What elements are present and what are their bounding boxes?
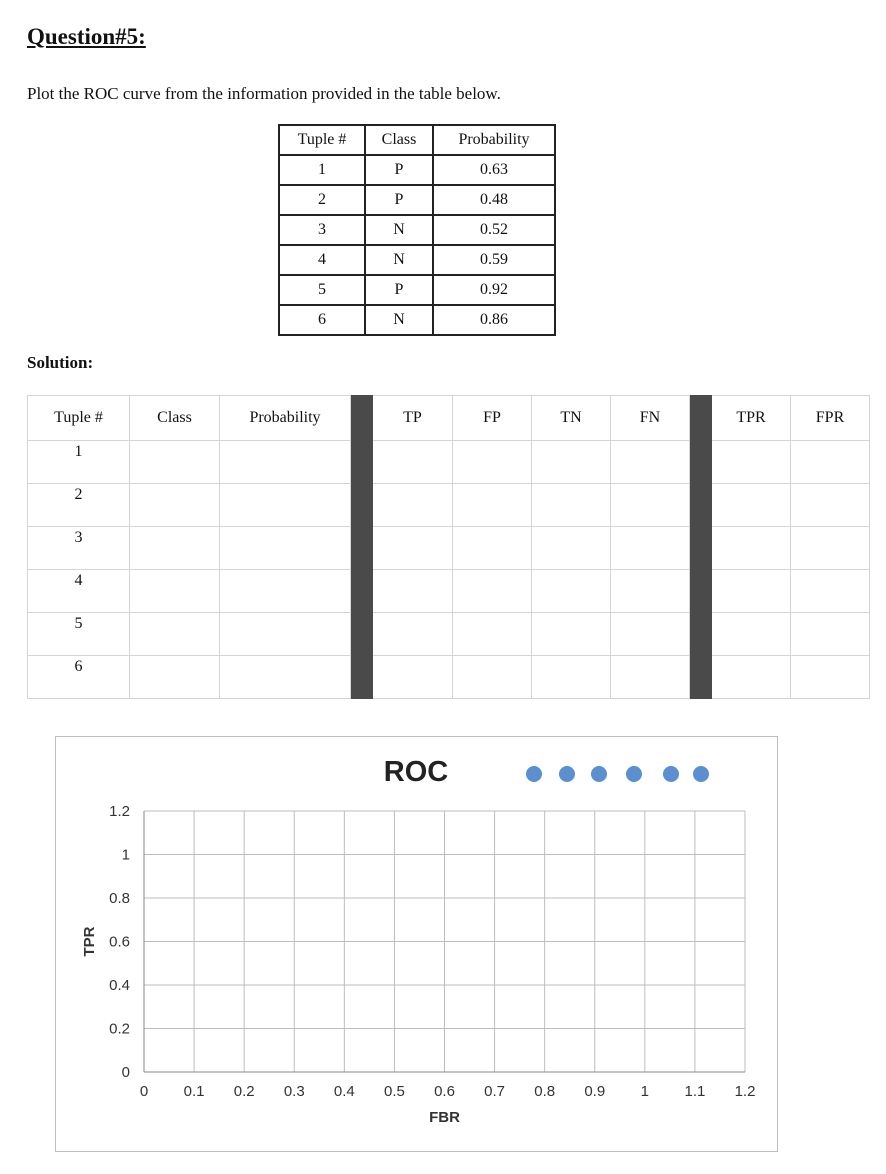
table-row <box>279 305 555 335</box>
solution-header-fpr: FPR <box>791 396 870 441</box>
probability-input-cell[interactable] <box>220 656 351 699</box>
table-row <box>279 245 555 275</box>
tpr-input-cell[interactable] <box>712 613 791 656</box>
class-cell: P <box>365 275 433 305</box>
table-row <box>28 441 870 484</box>
divider-bar <box>690 570 712 613</box>
tp-input-cell[interactable] <box>373 441 453 484</box>
chart-title: ROC <box>383 756 449 788</box>
divider-bar <box>351 396 373 441</box>
tuple-cell: 1 <box>28 441 130 484</box>
solution-label: Solution: <box>27 353 94 372</box>
x-tick-label: 0.4 <box>333 1083 355 1100</box>
fpr-input-cell[interactable] <box>791 527 870 570</box>
solution-header-probability: Probability <box>220 396 351 441</box>
divider-bar <box>351 441 373 484</box>
fn-input-cell[interactable] <box>611 484 690 527</box>
x-tick-label: 0.3 <box>283 1083 305 1100</box>
fpr-input-cell[interactable] <box>791 484 870 527</box>
class-cell: N <box>365 305 433 335</box>
fn-input-cell[interactable] <box>611 527 690 570</box>
legend-marker <box>591 766 607 782</box>
tuple-cell: 2 <box>28 484 130 527</box>
x-tick-label: 0.5 <box>383 1083 405 1100</box>
tuple-cell: 3 <box>28 527 130 570</box>
fn-input-cell[interactable] <box>611 441 690 484</box>
tpr-input-cell[interactable] <box>712 656 791 699</box>
table-row <box>28 527 870 570</box>
tp-input-cell[interactable] <box>373 570 453 613</box>
solution-table <box>27 395 870 699</box>
divider-bar <box>690 484 712 527</box>
divider-bar <box>351 527 373 570</box>
tn-input-cell[interactable] <box>532 527 611 570</box>
fpr-input-cell[interactable] <box>791 570 870 613</box>
y-tick-label: 0.4 <box>109 977 130 994</box>
x-tick-label: 0.8 <box>534 1083 556 1100</box>
probability-input-cell[interactable] <box>220 484 351 527</box>
y-tick-label: 0.6 <box>109 933 130 951</box>
tn-input-cell[interactable] <box>532 613 611 656</box>
tn-input-cell[interactable] <box>532 656 611 699</box>
class-cell: P <box>365 185 433 215</box>
x-tick-label: 0.1 <box>183 1083 205 1100</box>
tpr-input-cell[interactable] <box>712 441 791 484</box>
x-tick-label: 0.2 <box>233 1083 255 1100</box>
tn-input-cell[interactable] <box>532 570 611 613</box>
solution-header-fn: FN <box>611 396 690 441</box>
divider-bar <box>351 484 373 527</box>
probability-input-cell[interactable] <box>220 441 351 484</box>
x-tick-label: 1.2 <box>734 1083 756 1100</box>
divider-bar <box>351 570 373 613</box>
y-tick-label: 0.2 <box>109 1020 130 1038</box>
fn-input-cell[interactable] <box>611 613 690 656</box>
roc-chart <box>55 736 778 1152</box>
table-row <box>279 275 555 305</box>
question-text: Plot the ROC curve from the information provided in the table below. <box>27 84 501 103</box>
class-input-cell[interactable] <box>130 527 220 570</box>
divider-bar <box>690 613 712 656</box>
tuple-cell: 3 <box>279 215 365 245</box>
given-table-header <box>279 125 555 155</box>
divider-bar <box>351 656 373 699</box>
solution-table-header <box>28 396 870 441</box>
legend-marker <box>526 766 542 782</box>
solution-header-tpr: TPR <box>712 396 791 441</box>
y-tick-label: 0.8 <box>109 890 130 907</box>
probability-cell: 0.86 <box>433 305 555 335</box>
given-header-probability: Probability <box>433 125 555 155</box>
divider-bar <box>690 656 712 699</box>
question-title: Question#5: <box>27 24 146 49</box>
tuple-cell: 5 <box>28 613 130 656</box>
solution-header-class: Class <box>130 396 220 441</box>
tn-input-cell[interactable] <box>532 441 611 484</box>
x-tick-label: 1 <box>640 1083 650 1100</box>
table-row <box>279 215 555 245</box>
legend-marker <box>663 766 679 782</box>
divider-bar <box>690 441 712 484</box>
probability-cell: 0.63 <box>433 155 555 185</box>
class-cell: N <box>365 245 433 275</box>
divider-bar <box>690 527 712 570</box>
class-input-cell[interactable] <box>130 441 220 484</box>
solution-header-tn: TN <box>532 396 611 441</box>
tpr-input-cell[interactable] <box>712 484 791 527</box>
table-row <box>28 613 870 656</box>
table-row <box>279 185 555 215</box>
tuple-cell: 4 <box>28 570 130 613</box>
class-input-cell[interactable] <box>130 613 220 656</box>
tuple-cell: 4 <box>279 245 365 275</box>
legend-marker <box>559 766 575 782</box>
fpr-input-cell[interactable] <box>791 656 870 699</box>
divider-bar <box>690 396 712 441</box>
tpr-input-cell[interactable] <box>712 527 791 570</box>
tuple-cell: 6 <box>279 305 365 335</box>
tp-input-cell[interactable] <box>373 484 453 527</box>
tpr-input-cell[interactable] <box>712 570 791 613</box>
fpr-input-cell[interactable] <box>791 441 870 484</box>
x-tick-label: 0.7 <box>484 1083 506 1100</box>
class-input-cell[interactable] <box>130 484 220 527</box>
probability-cell: 0.59 <box>433 245 555 275</box>
fn-input-cell[interactable] <box>611 656 690 699</box>
roc-chart-svg <box>56 737 777 1151</box>
fp-input-cell[interactable] <box>453 613 532 656</box>
y-tick-label: 1 <box>121 846 130 864</box>
x-tick-label: 0 <box>139 1083 149 1100</box>
given-header-class: Class <box>365 125 433 155</box>
fp-input-cell[interactable] <box>453 484 532 527</box>
legend-marker <box>693 766 709 782</box>
fp-input-cell[interactable] <box>453 441 532 484</box>
class-cell: N <box>365 215 433 245</box>
tuple-cell: 1 <box>279 155 365 185</box>
divider-bar <box>351 613 373 656</box>
tp-input-cell[interactable] <box>373 613 453 656</box>
table-row <box>28 570 870 613</box>
class-input-cell[interactable] <box>130 656 220 699</box>
probability-input-cell[interactable] <box>220 570 351 613</box>
given-header-tuple: Tuple # <box>279 125 365 155</box>
tp-input-cell[interactable] <box>373 527 453 570</box>
x-axis-label: FBR <box>429 1109 460 1126</box>
class-cell: P <box>365 155 433 185</box>
y-tick-label: 0 <box>121 1064 130 1081</box>
class-input-cell[interactable] <box>130 570 220 613</box>
tuple-cell: 5 <box>279 275 365 305</box>
tn-input-cell[interactable] <box>532 484 611 527</box>
tuple-cell: 2 <box>279 185 365 215</box>
tuple-cell: 6 <box>28 656 130 699</box>
tp-input-cell[interactable] <box>373 656 453 699</box>
table-row <box>28 484 870 527</box>
solution-header-fp: FP <box>453 396 532 441</box>
probability-cell: 0.48 <box>433 185 555 215</box>
legend-marker <box>626 766 642 782</box>
solution-header-tp: TP <box>373 396 453 441</box>
fn-input-cell[interactable] <box>611 570 690 613</box>
probability-cell: 0.92 <box>433 275 555 305</box>
y-tick-label: 1.2 <box>109 803 130 820</box>
y-axis-label: TPR <box>81 926 98 957</box>
x-tick-label: 0.6 <box>434 1083 455 1100</box>
table-row <box>28 656 870 699</box>
probability-input-cell[interactable] <box>220 613 351 656</box>
fp-input-cell[interactable] <box>453 527 532 570</box>
x-tick-label: 1.1 <box>684 1083 706 1100</box>
given-table <box>278 124 556 336</box>
x-tick-label: 0.9 <box>584 1083 606 1100</box>
probability-cell: 0.52 <box>433 215 555 245</box>
probability-input-cell[interactable] <box>220 527 351 570</box>
fp-input-cell[interactable] <box>453 656 532 699</box>
fp-input-cell[interactable] <box>453 570 532 613</box>
table-row <box>279 155 555 185</box>
fpr-input-cell[interactable] <box>791 613 870 656</box>
solution-header-tuple: Tuple # <box>28 396 130 441</box>
